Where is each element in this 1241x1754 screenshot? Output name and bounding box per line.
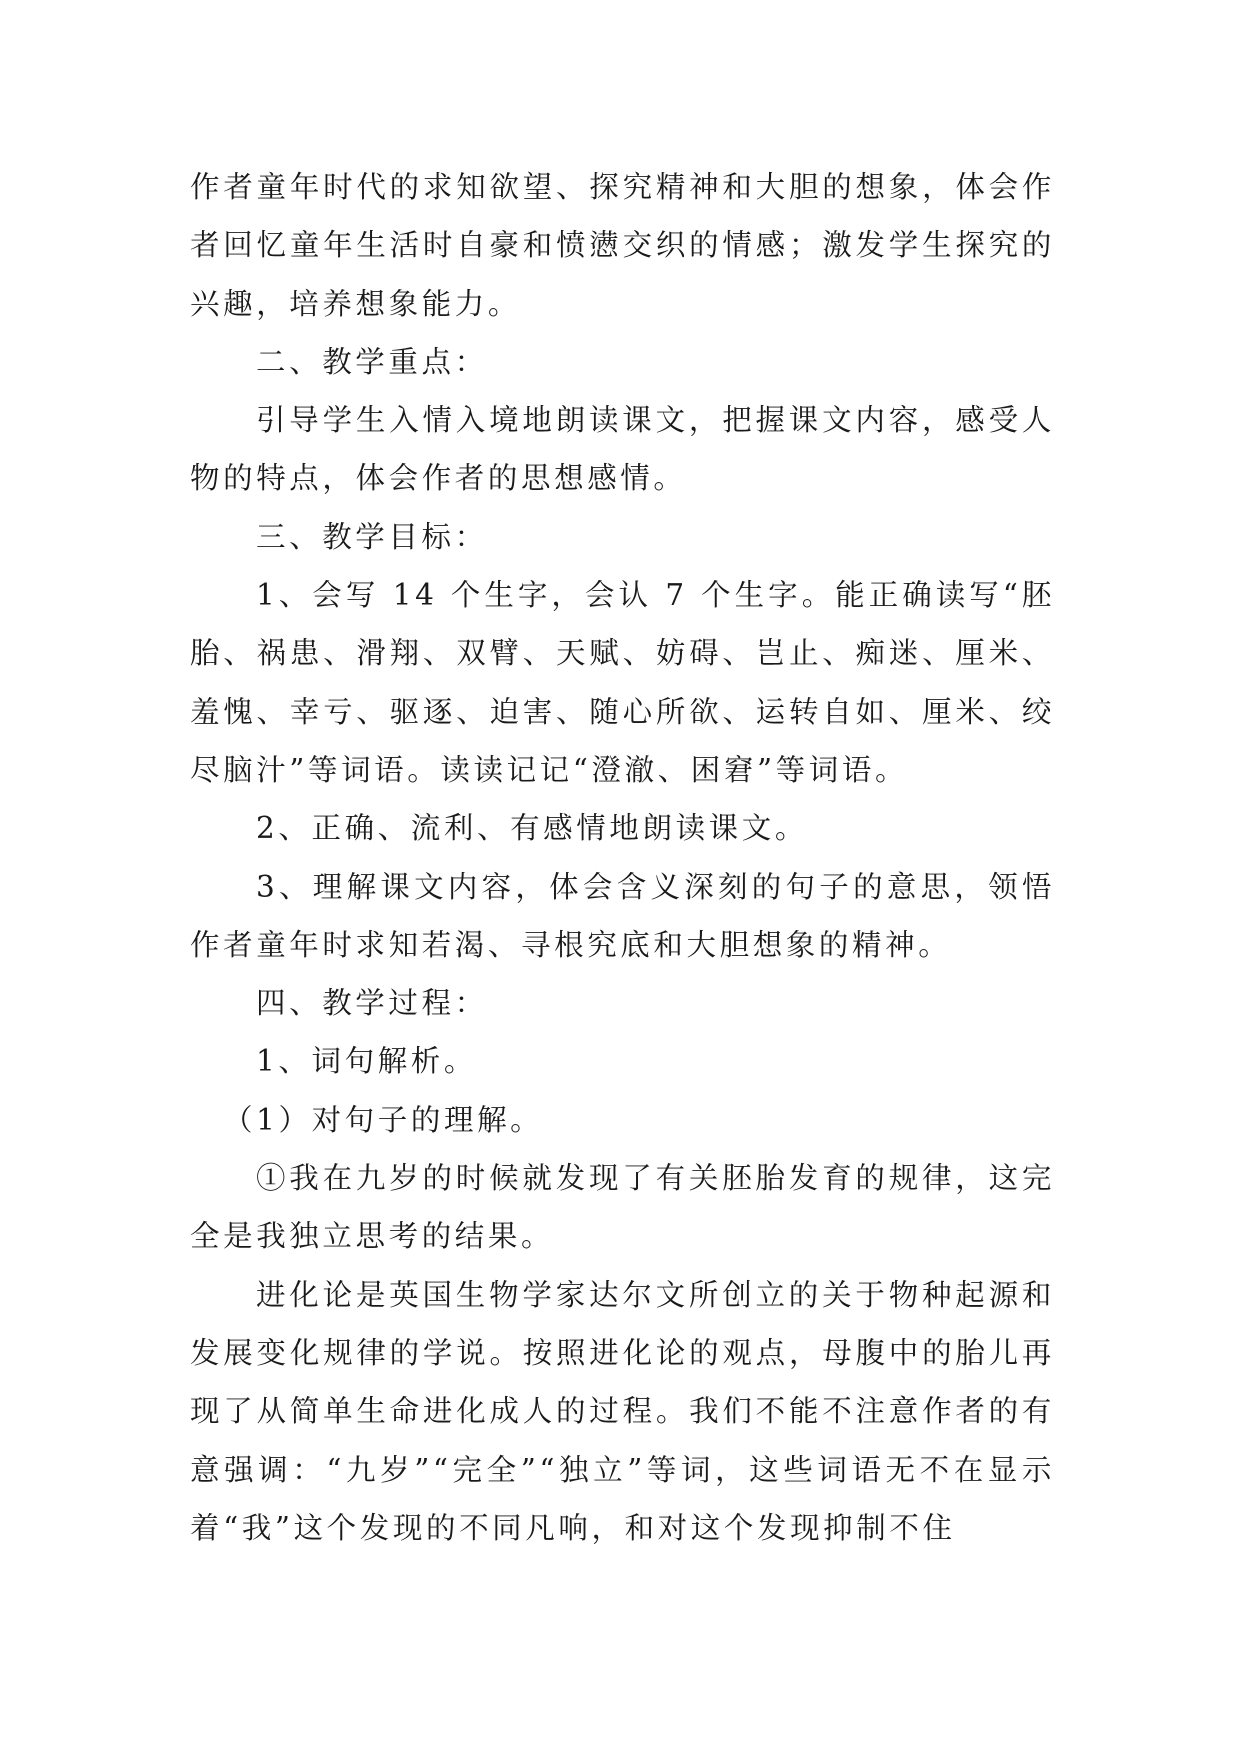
paragraph-sentence-1: ①我在九岁的时候就发现了有关胚胎发育的规律，这完全是我独立思考的结果。 — [190, 1161, 1055, 1254]
paragraph-goal-3: 3、理解课文内容，体会含义深刻的句子的意思，领悟作者童年时求知若渴、寻根究底和大胆想象的精神。 — [190, 869, 1055, 962]
heading-teaching-goals: 三、教学目标： — [256, 519, 488, 554]
paragraph-teaching-focus: 引导学生入情入境地朗读课文，把握课文内容，感受人物的特点，体会作者的思想感情。 — [190, 403, 1055, 496]
paragraph-evolution-explanation: 进化论是英国生物学家达尔文所创立的关于物种起源和发展变化规律的学说。按照进化论的观点，母腹中的胎儿再现了从简单生命进化成人的过程。我们不能不注意作者的有意强调：“九岁”“完全”“独立”等词，这些词语无不在显示着“我”这个发现的不同凡响，和对这个发现抑制不住 — [190, 1277, 1055, 1545]
paragraph-goal-1: 1、会写 14 个生字，会认 7 个生字。能正确读写“胚胎、祸患、滑翔、双臂、天赋、妨碍、岂止、痴迷、厘米、羞愧、幸亏、驱逐、迫害、随心所欲、运转自如、厘米、绞尽脑汁”等词语。读读记记“澄澈、困窘”等词语。 — [190, 578, 1055, 787]
subheading-word-analysis: 1、词句解析。 — [256, 1044, 477, 1079]
paragraph-goal-2: 2、正确、流利、有感情地朗读课文。 — [256, 811, 808, 846]
heading-teaching-focus: 二、教学重点： — [256, 344, 488, 379]
document-page — [190, 158, 1055, 1557]
heading-teaching-process: 四、教学过程： — [256, 986, 488, 1021]
paragraph-intro: 作者童年时代的求知欲望、探究精神和大胆的想象，体会作者回忆童年生活时自豪和愤懑交织的情感；激发学生探究的兴趣，培养想象能力。 — [190, 170, 1055, 321]
subheading-sentence-understanding: （1）对句子的理解。 — [223, 1102, 544, 1137]
